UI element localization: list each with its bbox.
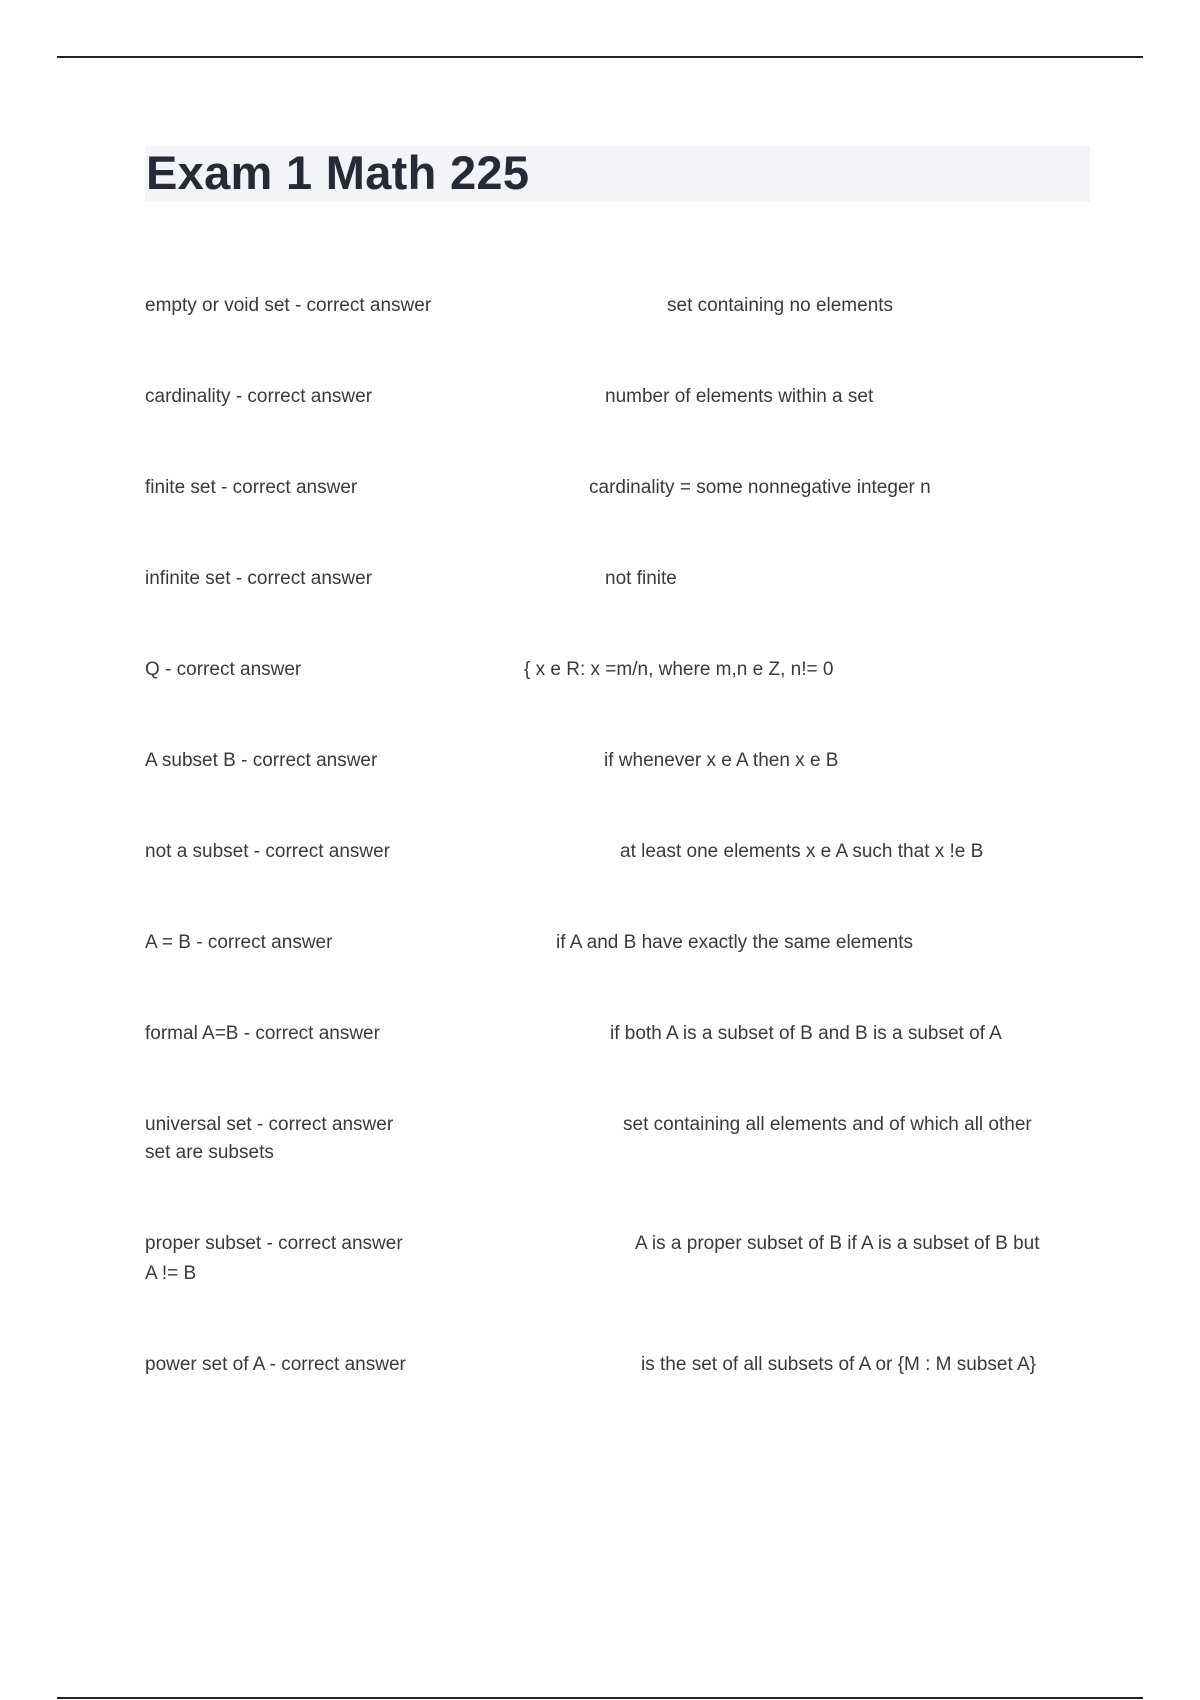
entry-term: Q - correct answer (145, 659, 302, 680)
entry-term: proper subset - correct answer (145, 1233, 403, 1254)
entry-definition: cardinality = some nonnegative integer n (589, 477, 931, 498)
entry-definition: set containing all elements and of which all other (623, 1114, 1032, 1135)
entry-continuation: set are subsets (145, 1142, 274, 1163)
entry-definition: A is a proper subset of B if A is a subset of B but (635, 1233, 1040, 1254)
entry-term: not a subset - correct answer (145, 841, 390, 862)
bottom-rule (57, 1697, 1143, 1699)
entry-definition: not finite (605, 568, 677, 589)
entry-definition: at least one elements x e A such that x !e B (620, 841, 984, 862)
entry-term: empty or void set - correct answer (145, 295, 432, 316)
entry-definition: if both A is a subset of B and B is a subset of A (610, 1023, 1002, 1044)
entry-term: formal A=B - correct answer (145, 1023, 380, 1044)
entry-term: infinite set - correct answer (145, 568, 373, 589)
top-rule (57, 56, 1143, 58)
entry-definition: set containing no elements (667, 295, 894, 316)
entry-definition: number of elements within a set (605, 386, 874, 407)
entry-term: A = B - correct answer (145, 932, 333, 953)
entry-term: universal set - correct answer (145, 1114, 394, 1135)
entry-definition: if A and B have exactly the same elements (556, 932, 913, 953)
entry-definition: is the set of all subsets of A or {M : M subset A} (641, 1354, 1036, 1375)
entry-term: cardinality - correct answer (145, 386, 373, 407)
entry-term: A subset B - correct answer (145, 750, 378, 771)
page-title: Exam 1 Math 225 (146, 146, 530, 199)
entry-definition: { x e R: x =m/n, where m,n e Z, n!= 0 (524, 659, 834, 680)
entry-term: power set of A - correct answer (145, 1354, 406, 1375)
entry-definition: if whenever x e A then x e B (604, 750, 839, 771)
entry-continuation: A != B (145, 1263, 197, 1284)
entry-term: finite set - correct answer (145, 477, 358, 498)
